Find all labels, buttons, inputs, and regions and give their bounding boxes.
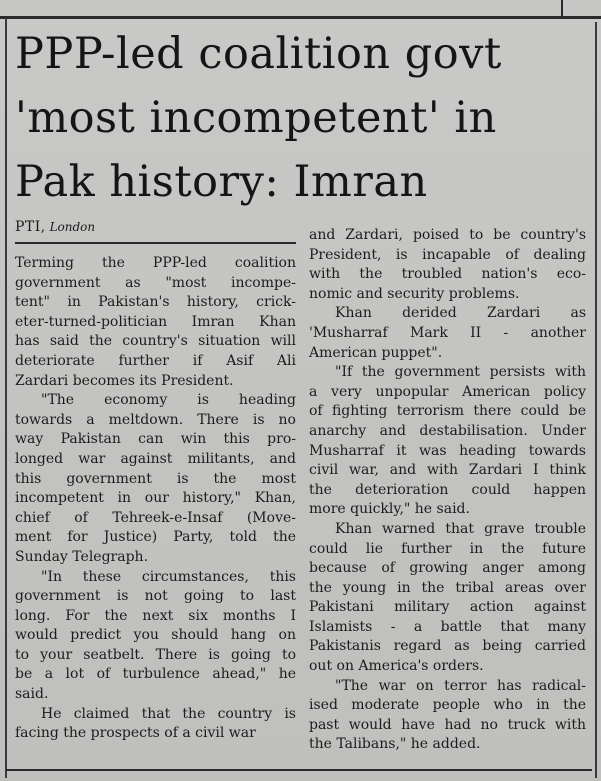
text-line: past would have had no truck with (309, 716, 586, 733)
text-line: eter-turned-politician Imran Khan (15, 313, 296, 330)
text-line: "If the government persists with (335, 364, 586, 381)
text-line: of fighting terrorism there could be (309, 403, 586, 420)
text-line: the Talibans," he added. (309, 736, 481, 753)
text-line: more quickly," he said. (309, 501, 470, 518)
text-line: Khan warned that grave trouble (335, 520, 586, 537)
text-line: the young in the tribal areas over (309, 579, 586, 596)
text-line: President, is incapable of dealing (309, 246, 586, 263)
article-paragraph (309, 304, 586, 363)
text-line: government is not going to last (15, 588, 296, 605)
article-paragraph (309, 363, 586, 520)
text-line: long. For the next six months I (15, 607, 296, 624)
text-line: longed war against militants, and (15, 450, 296, 467)
text-line: Zardari becomes its President. (15, 372, 234, 389)
text-line: government as "most incompe- (15, 274, 296, 291)
byline (15, 220, 296, 244)
text-line: way Pakistan can win this pro- (15, 431, 296, 448)
text-line: tent" in Pakistan's history, crick- (15, 294, 296, 311)
headline-line: 'most incompetent' in (15, 93, 497, 143)
text-line: civil war, and with Zardari I think (309, 462, 586, 479)
text-line: Sunday Telegraph. (15, 548, 149, 565)
article-paragraph (309, 677, 586, 755)
article-column-left (15, 220, 296, 744)
text-line: He claimed that the country is (41, 705, 296, 722)
right-frame-rule (595, 22, 597, 778)
text-line: Islamists - a battle that many (309, 618, 586, 635)
text-line: said. (15, 686, 49, 703)
text-line: to your seatbelt. There is going to (15, 646, 296, 663)
text-line: be a lot of turbulence ahead," he (15, 666, 296, 683)
text-line: Musharraf it was heading towards (309, 442, 586, 459)
left-column-body (15, 254, 296, 744)
text-line: would predict you should hang on (15, 627, 296, 644)
text-line: nomic and security problems. (309, 285, 520, 302)
headline-line: Pak history: Imran (15, 157, 428, 207)
top-border-cap (561, 0, 595, 16)
text-line: Pakistani military action against (309, 599, 586, 616)
article-paragraph (15, 254, 296, 391)
text-line: because of growing anger among (309, 560, 586, 577)
text-line: 'Musharraf Mark II - another (309, 324, 586, 341)
left-frame-rule (5, 18, 7, 778)
text-line: with the troubled nation's eco- (309, 266, 586, 283)
text-line: Pakistanis regard as being carried (309, 638, 586, 655)
text-line: incompetent in our history," Khan, (15, 490, 296, 507)
top-border-rule (0, 0, 601, 19)
headline-line: PPP-led coalition govt (15, 29, 502, 79)
text-line: this government is the most (15, 470, 296, 487)
text-line: ment for Justice) Party, told the (15, 529, 296, 546)
text-line: could lie further in the future (309, 540, 586, 557)
text-line: "The economy is heading (41, 392, 296, 409)
text-line: the deterioration could happen (309, 481, 586, 498)
text-line: "The war on terror has radical- (335, 677, 586, 694)
bottom-border-rule (6, 769, 592, 771)
article-column-right (309, 226, 586, 755)
right-column-body (309, 226, 586, 755)
text-line: ised moderate people who in the (309, 697, 586, 714)
text-line: Khan derided Zardari as (335, 305, 586, 322)
text-line: towards a meltdown. There is no (15, 411, 296, 428)
article-paragraph (309, 520, 586, 677)
text-line: Terming the PPP-led coalition (15, 255, 296, 271)
text-line: American puppet". (309, 344, 443, 361)
text-line: anarchy and destabilisation. Under (309, 422, 586, 439)
text-line: and Zardari, poised to be country's (309, 227, 586, 243)
text-line: "In these circumstances, this (41, 568, 296, 585)
text-line: has said the country's situation will (15, 333, 296, 350)
text-line: deteriorate further if Asif Ali (15, 352, 296, 369)
article-headline (15, 22, 590, 214)
article-paragraph (309, 226, 586, 304)
article-paragraph (15, 391, 296, 567)
text-line: out on America's orders. (309, 658, 484, 675)
byline-agency: PTI, (15, 219, 46, 235)
article-paragraph (15, 568, 296, 705)
text-line: a very unpopular American policy (309, 383, 586, 400)
text-line: chief of Tehreek-e-Insaf (Move- (15, 509, 296, 526)
byline-location: London (49, 220, 96, 234)
text-line: facing the prospects of a civil war (15, 725, 256, 742)
article-paragraph (15, 705, 296, 744)
